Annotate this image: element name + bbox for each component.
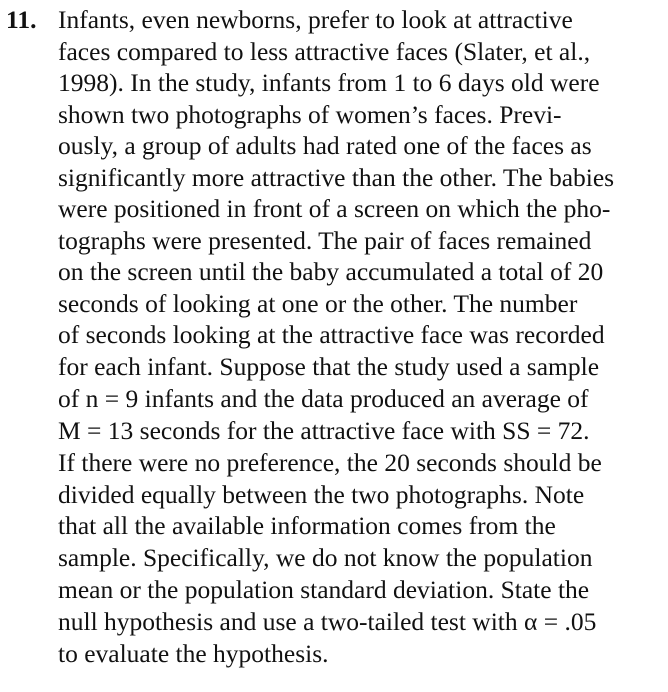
problem-text-line: of seconds looking at the attractive face was recorded — [58, 320, 605, 349]
problem-number: 11. — [6, 5, 37, 34]
problem-text-line: sample. Specifically, we do not know the population — [58, 543, 593, 572]
problem-text-line: of n = 9 infants and the data produced an average of — [58, 384, 589, 413]
problem-text-line: for each infant. Suppose that the study used a sample — [58, 352, 600, 381]
problem-text-line: seconds of looking at one or the other. The number — [58, 289, 578, 318]
problem-text-line: mean or the population standard deviation. State the — [58, 575, 590, 604]
problem-text-line: If there were no preference, the 20 seconds should be — [58, 448, 602, 477]
problem-text-line: to evaluate the hypothesis. — [58, 639, 329, 668]
problem-text-line: were positioned in front of a screen on which the pho- — [58, 194, 611, 223]
problem-text-line: that all the available information comes from the — [58, 511, 556, 540]
problem-text-line: tographs were presented. The pair of faces remained — [58, 226, 592, 255]
problem-text-line: ously, a group of adults had rated one of the faces as — [58, 131, 592, 160]
problem-text-line: 1998). In the study, infants from 1 to 6 days old were — [58, 68, 600, 97]
problem-text-line: faces compared to less attractive faces (Slater, et al., — [58, 37, 591, 66]
problem-text-line: Infants, even newborns, prefer to look at attractive — [58, 5, 573, 34]
problem-text-line: null hypothesis and use a two-tailed test with α = .05 — [58, 607, 597, 636]
problem-text-line: M = 13 seconds for the attractive face with SS = 72. — [58, 416, 590, 445]
problem-text-line: shown two photographs of women’s faces. Previ- — [58, 100, 562, 129]
problem-text-line: significantly more attractive than the other. The babies — [58, 163, 615, 192]
problem-text-line: on the screen until the baby accumulated a total of 20 — [58, 257, 604, 286]
problem-text-line: divided equally between the two photographs. Note — [58, 480, 585, 509]
